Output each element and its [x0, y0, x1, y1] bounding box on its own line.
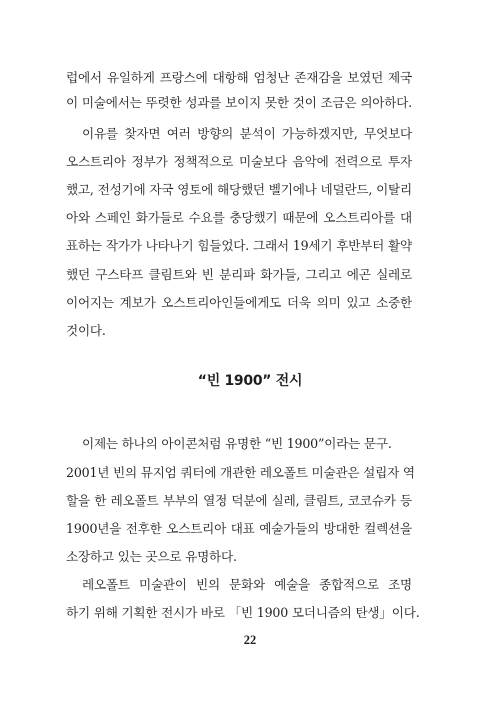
- body-line: 표하는 작가가 나타나기 힘들었다. 그래서 19세기 후반부터 활약: [66, 238, 412, 253]
- body-line: 하기 위해 기획한 전시가 바로 「빈 1900 모더니즘의 탄생」이다.: [66, 605, 420, 620]
- body-line: 아와 스페인 화가들로 수요를 충당했기 때문에 오스트리아를 대: [66, 210, 412, 225]
- body-line: 이유를 찾자면 여러 방향의 분석이 가능하겠지만, 무엇보다: [82, 126, 412, 141]
- section-heading: “빈 1900” 전시: [197, 373, 303, 389]
- body-line: 했고, 전성기에 자국 영토에 해당했던 벨기에나 네덜란드, 이탈리: [66, 182, 412, 197]
- body-line: 것이다.: [66, 323, 106, 338]
- body-line: 이 미술에서는 뚜렷한 성과를 보이지 못한 것이 조금은 의아하다.: [66, 95, 412, 110]
- page-number: 22: [243, 633, 257, 647]
- body-line: 2001년 빈의 뮤지엄 쿼터에 개관한 레오폴트 미술관은 설립자 역: [66, 465, 415, 480]
- body-line: 이어지는 계보가 오스트리아인들에게도 더욱 의미 있고 소중한: [66, 295, 412, 310]
- body-line: 오스트리아 정부가 정책적으로 미술보다 음악에 전력으로 투자: [66, 154, 412, 169]
- body-line: 소장하고 있는 곳으로 유명하다.: [66, 549, 237, 564]
- body-line: 레오폴트 미술관이 빈의 문화와 예술을 종합적으로 조명: [82, 577, 412, 592]
- body-line: 했던 구스타프 클림트와 빈 분리파 화가들, 그리고 에곤 실레로: [66, 267, 412, 282]
- body-line: 할을 한 레오폴트 부부의 열정 덕분에 실레, 클림트, 코코슈카 등: [66, 493, 412, 508]
- body-line: 이제는 하나의 아이콘처럼 유명한 “빈 1900”이라는 문구.: [82, 436, 392, 451]
- body-line: 1900년을 전후한 오스트리아 대표 예술가들의 방대한 컬렉션을: [66, 521, 412, 536]
- body-line: 럽에서 유일하게 프랑스에 대항해 엄청난 존재감을 보였던 제국: [66, 70, 412, 85]
